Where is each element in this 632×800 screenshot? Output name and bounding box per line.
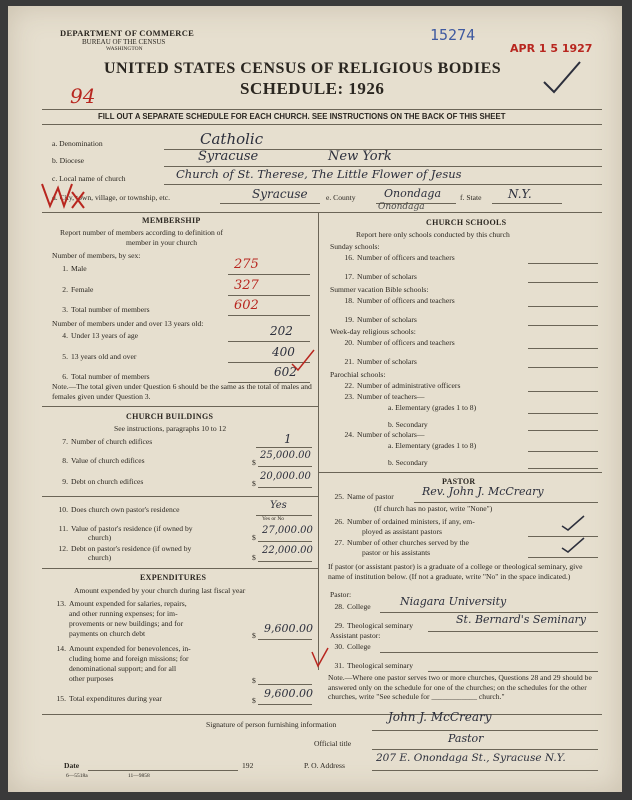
check-mark-icon xyxy=(560,536,586,554)
pastor-none-hint: (If church has no pastor, write "None") xyxy=(374,504,493,513)
q24-label: Number of scholars— xyxy=(357,430,425,439)
q18-label: Number of officers and teachers xyxy=(357,296,455,305)
bureau-name: BUREAU OF THE CENSUS xyxy=(82,38,166,46)
date-label: Date xyxy=(64,761,80,770)
q15-label: Total expenditures during year xyxy=(69,694,162,703)
q17-label: Number of scholars xyxy=(357,272,417,281)
q4-label: Under 13 years of age xyxy=(71,331,139,340)
age-intro-label: Number of members under and over 13 years old: xyxy=(52,319,204,328)
red-tick-icon xyxy=(288,346,318,376)
signature-label: Signature of person furnishing information xyxy=(206,720,337,729)
q7-label: Number of church edifices xyxy=(71,437,153,446)
q1-label: Male xyxy=(71,264,87,273)
q5-label: 13 years old and over xyxy=(71,352,137,361)
denomination-value[interactable]: Catholic xyxy=(200,130,264,148)
buildings-heading: CHURCH BUILDINGS xyxy=(126,412,214,421)
q27-label-cont: pastor or his assistants xyxy=(362,548,431,557)
owns-residence-value[interactable]: Yes xyxy=(270,500,287,511)
county-annotation: Onondaga xyxy=(378,202,425,212)
county-label: e. County xyxy=(326,193,356,202)
q20-label: Number of officers and teachers xyxy=(357,338,455,347)
po-address-label: P. O. Address xyxy=(304,761,345,770)
q14-label: 14. Amount expended for benevolences, in- cluding home and foreign missions; for denominational support; and for all other purposes xyxy=(56,644,191,683)
expenditures-sub: Amount expended by your church during last fiscal year xyxy=(74,586,246,595)
serial-stamp: 15274 xyxy=(430,26,476,44)
year-prefix: 192 xyxy=(242,761,254,770)
pastor-college-value[interactable]: Niagara University xyxy=(400,595,507,608)
membership-intro-2: member in your church xyxy=(126,238,198,247)
graduate-note: If pastor (or assistant pastor) is a graduate of a college or theological seminary, give name of institution below. (If not a graduate, write "No" in the space indicated.) xyxy=(328,562,583,581)
q13-label: 13. Amount expended for salaries, repairs, and other running expenses; for im- provements or new buildings; and for payments on church debt xyxy=(56,599,187,638)
q9-label: Debt on church edifices xyxy=(71,477,144,486)
city-value[interactable]: Syracuse xyxy=(252,187,308,201)
summer-schools-label: Summer vacation Bible schools: xyxy=(330,285,429,294)
city-name: WASHINGTON xyxy=(106,46,143,52)
q22-label: Number of administrative officers xyxy=(357,381,461,390)
q19-label: Number of scholars xyxy=(357,315,417,324)
q3-label: Total number of members xyxy=(71,305,150,314)
church-edifices-value[interactable]: 25,000.00 xyxy=(260,450,311,461)
total-expenditures-value[interactable]: 9,600.00 xyxy=(264,687,313,700)
q21-label: Number of scholars xyxy=(357,357,417,366)
assistant-sub-label: Assistant pastor: xyxy=(330,631,381,640)
buildings-sub: See instructions, paragraphs 10 to 12 xyxy=(114,424,227,433)
q24b-label: b. Secondary xyxy=(388,458,428,467)
q16-label: Number of officers and teachers xyxy=(357,253,455,262)
print-code: 11—9858 xyxy=(128,773,150,779)
q29-label: Theological seminary xyxy=(347,621,414,630)
over-13-count[interactable]: 400 xyxy=(272,345,295,359)
pastor-seminary-value[interactable]: St. Bernard's Seminary xyxy=(456,613,587,626)
diocese-state-value[interactable]: New York xyxy=(328,149,392,164)
pastor-note: Note.—Where one pastor serves two or more churches, Questions 28 and 29 should be answered only on the schedule for one of the churches; on the schedules for the other churches, write "See schedule for ____________ church." xyxy=(328,673,592,701)
diocese-label: b. Diocese xyxy=(52,156,85,165)
city-label: d. City, town, village, or township, etc. xyxy=(52,193,171,202)
official-title-value[interactable]: Pastor xyxy=(448,732,484,745)
schools-heading: CHURCH SCHOOLS xyxy=(426,218,507,227)
q2-label: Female xyxy=(71,285,94,294)
state-value[interactable]: N.Y. xyxy=(508,187,532,201)
diocese-value[interactable]: Syracuse xyxy=(198,149,259,164)
signature-value[interactable]: John J. McCreary xyxy=(388,710,492,724)
form-number: 6—5518a xyxy=(66,773,88,779)
red-mark-icon xyxy=(38,178,88,212)
q31-label: Theological seminary xyxy=(347,661,414,670)
state-label: f. State xyxy=(460,193,482,202)
q11-label-cont: church) xyxy=(88,533,112,542)
q8-label: Value of church edifices xyxy=(71,456,145,465)
q11-label: Value of pastor's residence (if owned by xyxy=(71,524,193,533)
pastor-sub-label: Pastor: xyxy=(330,590,352,599)
running-expenses-value[interactable]: 9,600.00 xyxy=(264,622,313,635)
schools-intro: Report here only schools conducted by this church xyxy=(356,230,510,239)
female-count[interactable]: 327 xyxy=(234,278,259,293)
form-title: UNITED STATES CENSUS OF RELIGIOUS BODIES xyxy=(104,60,502,77)
q23b-label: b. Secondary xyxy=(388,420,428,429)
census-schedule-sheet: DEPARTMENT OF COMMERCE BUREAU OF THE CENSUS WASHINGTON 15274 APR 1 5 1927 UNITED STATES CENSUS OF RELIGIOUS BODIES SCHEDULE: 1926 94 FILL OUT A SEPARATE SCHEDULE FOR EACH CHURCH. SEE INSTRUCTIONS ON THE BACK OF THIS SHEET a. Denomination Catholic b. Diocese Syracuse New York c. Local name of church Church of St. Therese, The Little Flower of Jesus d. City, town, village, or township, etc. Syracuse e. County Onondaga f. State N.Y. Onondaga MEMBERSHIP Report number of members according to definition of member in your church Number of members, by sex: 1. Male 275 2. Female 327 3. Total number of members 602 Number of members under and over 13 years old: 4. Under 13 years of age 202 5. 13 years old and over 400 6. Total number of members 602 Note.—The total given under Question 6 should be the same as the total of males and females given under Question 3. CHURCH BUILDINGS See instructions, paragraphs 10 to 12 7. Number of church edifices 1 8. Value of church edifices $ 25,000.00 9. Debt on church edifices $ 20,000.00 10. Does church own pastor's residence Yes Yes or No 11. Value of pastor's residence (if owned by church) $ 27,000.00 12. Debt on pastor's residence (if owned by church) $ 22,000.00 EXPENDITURES Amount expended by your church during last fiscal year 13. Amount expended for salaries, repairs, and other running expenses; for im- provements or new buildings; and for payments on church debt $ 9,600.00 14. Amount expended for benevolences, in- cluding home and foreign missions; for denominational support; and for all other purposes $ 15. Total expenditures during year $ 9,600.00 CHURCH SCHOOLS Report here only schools conducted by this church Sunday schools: 16. Number of officers and teachers 17. Number of scholars Summer vacation Bible schools: 18. Number of officers and teachers 19. Number of scholars Week-day religious schools: 20. Number of officers and teachers 21. Number of scholars Parochial schools: 22. Number of administrative officers 23. Number of teachers— a. Elementary (grades 1 to 8) b. Secondary 24. Number of scholars— a. Elementary (grades 1 to 8) b. Secondary PASTOR 25. Name of pastor Rev. John J. McCreary (If church has no pastor, write "None") 26. Number of ordained ministers, if any, em- ployed as assistant pastors 27. Number of other churches served by the pastor or his assistants If pastor (or assistant pastor) is a graduate of a college or theological seminary, give name of institution below. (If not a graduate, write "No" in the space indicated.) Pastor: 28. College Niagara University 29. Theological seminary St. Bernard's Seminary Assistant pastor: 30. College 31. Theological seminary Note.—Where one pastor serves two or more churches, Questions 28 and 29 should be answered only on the schedule for one of the churches; on the schedules for the other churches, write "See schedule for ____________ church." Signature of person furnishing information John J. McCreary Official title Pastor Date 192 P. O. Address 207 E. Onondaga St., Syracuse N.Y. 6—5518a 11—9858 xyxy=(8,6,622,792)
total-members-by-age[interactable]: 602 xyxy=(274,365,297,379)
q23a-label: a. Elementary (grades 1 to 8) xyxy=(388,403,477,412)
check-mark-icon xyxy=(560,514,586,532)
q23-label: Number of teachers— xyxy=(357,392,425,401)
by-sex-label: Number of members, by sex: xyxy=(52,251,141,260)
church-edifices-count[interactable]: 1 xyxy=(284,432,292,446)
instruction-line: FILL OUT A SEPARATE SCHEDULE FOR EACH CHURCH. SEE INSTRUCTIONS ON THE BACK OF THIS SHEET xyxy=(98,112,506,121)
q6-label: Total number of members xyxy=(71,372,150,381)
church-name-value[interactable]: Church of St. Therese, The Little Flower of Jesus xyxy=(176,167,462,181)
q12-label-cont: church) xyxy=(88,553,112,562)
q10-label: Does church own pastor's residence xyxy=(71,505,180,514)
denomination-label: a. Denomination xyxy=(52,139,103,148)
q30-label: College xyxy=(347,642,371,651)
sunday-schools-label: Sunday schools: xyxy=(330,242,380,251)
q28-label: College xyxy=(347,602,371,611)
church-name-label: c. Local name of church xyxy=(52,174,126,183)
expenditures-heading: EXPENDITURES xyxy=(140,573,207,582)
schedule-year: SCHEDULE: 1926 xyxy=(240,79,385,98)
total-members-by-sex[interactable]: 602 xyxy=(234,298,259,313)
under-13-count[interactable]: 202 xyxy=(270,324,293,338)
po-address-value[interactable]: 207 E. Onondaga St., Syracuse N.Y. xyxy=(376,752,566,764)
residence-value[interactable]: 27,000.00 xyxy=(262,525,313,536)
membership-intro-1: Report number of members according to definition of xyxy=(60,228,224,237)
pastor-heading: PASTOR xyxy=(442,477,476,486)
residence-debt[interactable]: 22,000.00 xyxy=(262,545,313,556)
q26-label-cont: ployed as assistant pastors xyxy=(362,527,442,536)
q26-label: Number of ordained ministers, if any, em- xyxy=(347,517,475,526)
red-tick-icon xyxy=(308,646,332,672)
county-value[interactable]: Onondaga xyxy=(384,187,442,200)
male-count[interactable]: 275 xyxy=(234,257,259,272)
department-name: DEPARTMENT OF COMMERCE xyxy=(60,28,195,38)
membership-heading: MEMBERSHIP xyxy=(142,216,201,225)
membership-note: Note.—The total given under Question 6 should be the same as the total of males and females given under Question 3. xyxy=(52,382,312,401)
pastor-name-value[interactable]: Rev. John J. McCreary xyxy=(422,485,544,498)
q24a-label: a. Elementary (grades 1 to 8) xyxy=(388,441,477,450)
check-mark-icon xyxy=(542,58,582,94)
q25-label: Name of pastor xyxy=(347,492,394,501)
parochial-schools-label: Parochial schools: xyxy=(330,370,386,379)
official-title-label: Official title xyxy=(314,739,352,748)
weekday-schools-label: Week-day religious schools: xyxy=(330,327,416,336)
church-edifices-debt[interactable]: 20,000.00 xyxy=(260,471,311,482)
yes-no-hint: Yes or No xyxy=(262,516,285,522)
q27-label: Number of other churches served by the xyxy=(347,538,469,547)
received-date-stamp: APR 1 5 1927 xyxy=(510,42,593,55)
margin-number-note: 94 xyxy=(70,84,96,108)
q12-label: Debt on pastor's residence (if owned by xyxy=(71,544,192,553)
